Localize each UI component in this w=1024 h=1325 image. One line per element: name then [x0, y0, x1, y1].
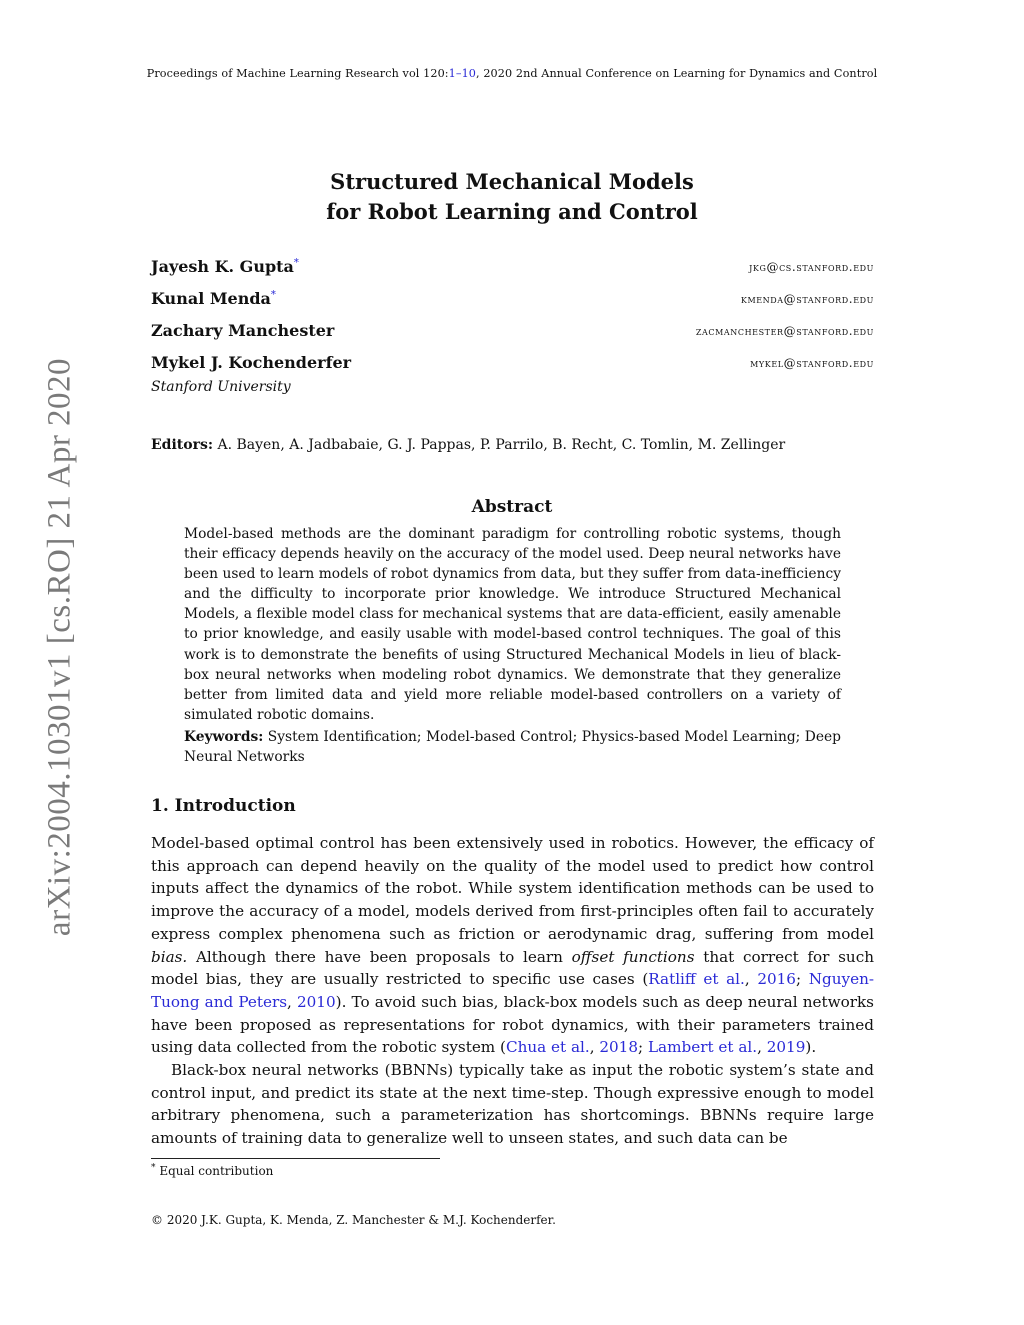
author-footnote-mark[interactable]: * [270, 289, 276, 301]
editors-label: Editors: [151, 437, 214, 453]
author-email: jkg@cs.stanford.edu [749, 260, 874, 274]
footnote-text: Equal contribution [159, 1164, 274, 1178]
citation-link[interactable]: Nguyen-Tuong and Peters [151, 970, 875, 1011]
author-footnote-mark[interactable]: * [293, 257, 299, 269]
citation-link[interactable]: Lambert et al. [647, 1038, 758, 1057]
keywords [184, 727, 841, 767]
footnote-mark: * [151, 1163, 156, 1173]
section-number: 1. [151, 796, 169, 816]
citation-year-link[interactable]: 2019 [766, 1038, 806, 1057]
header-venue: Proceedings of Machine Learning Research vol 120: [146, 67, 449, 80]
editors-line [151, 437, 785, 453]
section-title: Introduction [174, 796, 296, 816]
abstract-heading: Abstract [471, 497, 553, 517]
author-name: Mykel J. Kochenderfer [151, 353, 352, 372]
citation-year-link[interactable]: 2016 [757, 970, 796, 989]
footnote [151, 1163, 273, 1178]
header-conference: , 2020 2nd Annual Conference on Learning for Dynamics and Control [476, 67, 878, 80]
citation-link[interactable]: Chua et al. [505, 1038, 590, 1057]
author-email: mykel@stanford.edu [750, 356, 874, 370]
title-line-1: Structured Mechanical Models [330, 169, 694, 194]
author-email: kmenda@stanford.edu [740, 292, 874, 306]
citation-year-link[interactable]: 2010 [296, 992, 336, 1011]
editors-names: A. Bayen, A. Jadbabaie, G. J. Pappas, P. Parrilo, B. Recht, C. Tomlin, M. Zellinger [217, 437, 786, 453]
author-name: Kunal Menda* [151, 289, 276, 308]
intro-paragraph-2: Black-box neural networks (BBNNs) typically take as input the robotic system’s state and control input, and predict its state at the next time-step. Though expressive enough to model arbitrary phenomena, such a parameterization has shortcomings. BBNNs require large amounts of training data to generalize well to unseen states, and such data can be [151, 1061, 874, 1148]
citation-link[interactable]: Ratliff et al. [648, 970, 745, 989]
title-line-2: for Robot Learning and Control [326, 199, 698, 224]
section-heading [151, 796, 296, 816]
emph-bias: bias. [151, 947, 188, 966]
author-email: zacmanchester@stanford.edu [695, 324, 874, 338]
abstract-text: Model-based methods are the dominant paradigm for controlling robotic systems, though their efficacy depends heavily on the accuracy of the model used. Deep neural networks have been used to learn models of robot dynamics from data, but they suffer from data-inefficiency and the difficulty to incorporate prior knowledge. We introduce Structured Mechanical Models, a flexible model class for mechanical systems that are data-efficient, easily amenable to prior knowledge, and easily usable with model-based control techniques. The goal of this work is to demonstrate the benefits of using Structured Mechanical Models in lieu of black-box neural networks when modeling robot dynamics. We demonstrate that they generalize better from limited data and yield more reliable model-based controllers on a variety of simulated robotic domains. [184, 526, 841, 723]
affiliation: Stanford University [151, 379, 291, 395]
header-pages-link[interactable]: 1–10 [448, 67, 477, 80]
emph-offset-functions: offset functions [571, 947, 695, 966]
running-header [0, 67, 1024, 80]
intro-paragraph-1: Model-based optimal control has been extensively used in robotics. However, the efficacy of this approach can depend heavily on the quality of the model used to predict how control inputs affect the dynamics of the robot. While system identification methods can be used to improve the accuracy of a model, models derived from first-principles often fail to accurately express complex phenomena such as friction or aerodynamic drag, suffering from model bias. Although there have been proposals to learn offset functions that correct for such model bias, they are usually restricted to specific use cases (Ratliff et al., 2016; Nguyen-Tuong and Peters, 2010). To avoid such bias, black-box models such as deep neural networks have been proposed as representations for robot dynamics, with their parameters trained using data collected from the robotic system (Chua et al., 2018; Lambert et al., 2019). [151, 834, 875, 1057]
arxiv-identifier[interactable]: arXiv:2004.10301v1 [cs.RO] 21 Apr 2020 [41, 357, 78, 937]
paper-title [0, 167, 1024, 227]
keywords-label: Keywords: [184, 729, 264, 745]
author-name: Zachary Manchester [151, 321, 335, 340]
footnote-rule [151, 1158, 440, 1159]
copyright-notice: © 2020 J.K. Gupta, K. Menda, Z. Manchester & M.J. Kochenderfer. [151, 1213, 556, 1227]
citation-year-link[interactable]: 2018 [599, 1038, 639, 1057]
author-name: Jayesh K. Gupta* [151, 257, 299, 276]
keywords-list: System Identification; Model-based Control; Physics-based Model Learning; Deep Neural Networks [184, 729, 841, 766]
